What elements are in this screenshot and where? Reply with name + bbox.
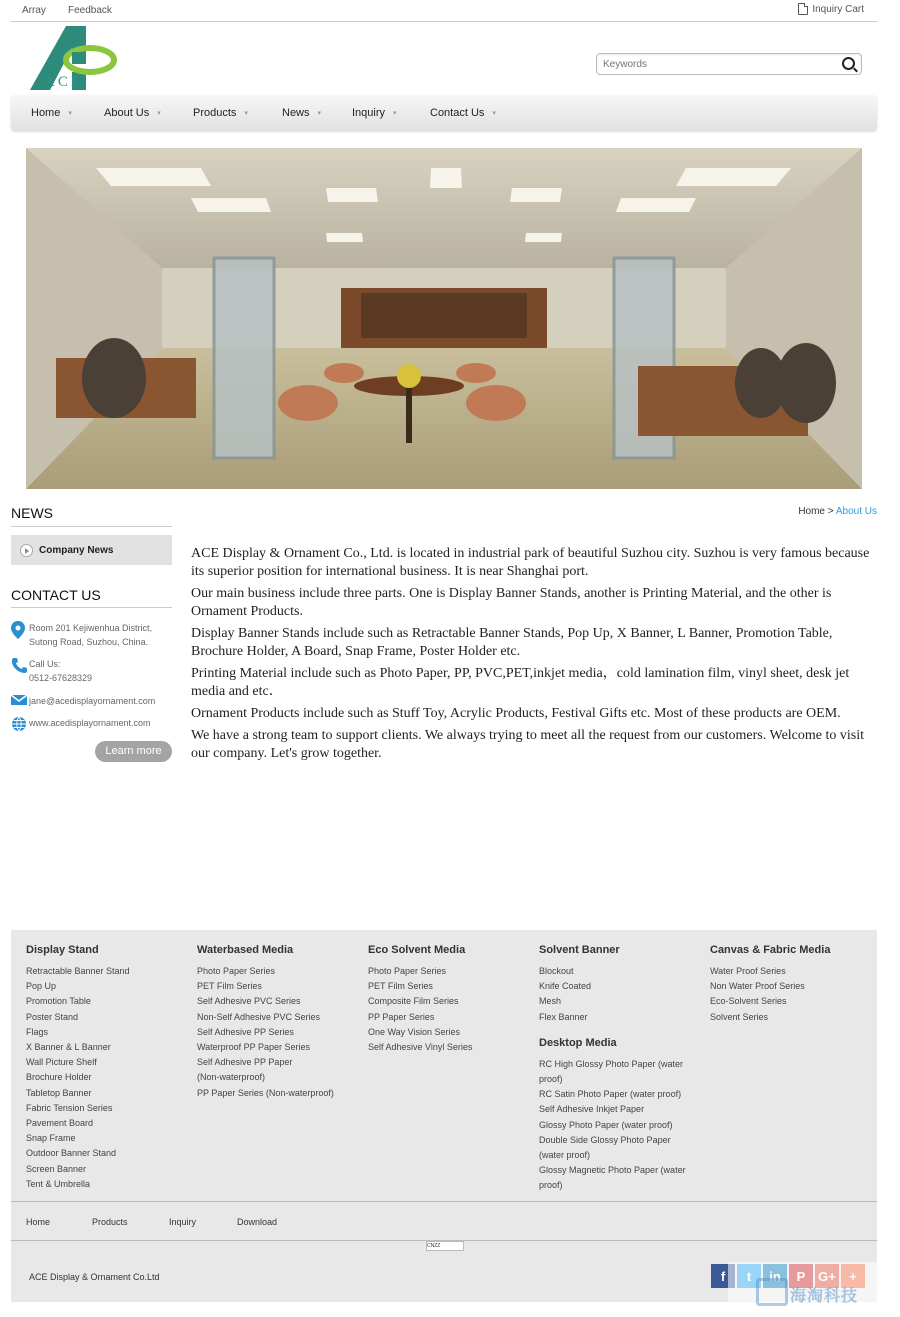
footer-link[interactable]: Self Adhesive PP Series [197,1026,294,1037]
email-link[interactable]: jane@acedisplayornament.com [29,696,156,706]
chevron-down-icon: ▾ [317,110,322,117]
footer-nav-download[interactable]: Download [237,1217,278,1227]
footer-link[interactable]: Photo Paper Series [197,966,276,976]
footer-link[interactable]: Tent & Umbrella [26,1178,91,1189]
content-paragraph: ACE Display & Ornament Co., Ltd. is located in industrial park of beautiful Suzhou city. Suzhou is very famous because its superior position for international business. It is near Shanghai port. [191,546,870,579]
chevron-down-icon: ▾ [393,110,397,117]
website-row [11,716,151,734]
footer-link[interactable]: Composite Film Series [368,996,459,1007]
cnzz-label: CNZZ [427,1243,441,1249]
content-paragraph: We have a strong team to support clients. We always trying to meet all the request from our customers. Welcome to visit our company. Let's grow together. [191,728,864,761]
footer [11,930,877,1302]
footer-link[interactable]: Self Adhesive PVC Series [197,996,301,1007]
nav-label: About Us [104,107,150,119]
footer-link[interactable]: Self Adhesive PP Paper (Non-waterproof) [197,1057,293,1083]
about-content [191,545,881,767]
footer-link[interactable]: RC High Glossy Photo Paper (water proof) [539,1058,684,1085]
content-paragraph: Ornament Products include such as Stuff Toy, Acrylic Products, Festival Gifts etc. Most of these products are OEM. [191,706,841,721]
footer-link[interactable]: One Way Vision Series [368,1026,461,1037]
search-input[interactable] [597,56,839,74]
nav-label: Home [31,107,61,119]
play-icon [20,544,33,557]
address-text: Room 201 Kejiwenhua District, Sutong Road, Suzhou, China. [29,623,153,647]
footer-col-title: Desktop Media [539,1036,617,1049]
divider [11,526,172,527]
footer-link[interactable]: Self Adhesive Inkjet Paper [539,1104,645,1115]
phone-icon [11,657,29,685]
search-icon[interactable] [842,57,855,70]
watermark-logo-icon [756,1278,788,1306]
cnzz-badge[interactable] [426,1241,464,1251]
footer-link[interactable]: PET Film Series [197,981,262,992]
content-paragraph: Display Banner Stands include such as Retractable Banner Stands, Pop Up, X Banner, L Banner, Promotion Table, Brochure Holder, A Board, Snap Frame, Poster Holder etc. [191,626,833,659]
footer-link[interactable]: Mesh [539,996,562,1007]
footer-col-title: Waterbased Media [197,944,294,956]
footer-link[interactable]: Photo Paper Series [368,966,447,976]
footer-link[interactable]: Knife Coated [539,981,592,992]
website-link[interactable]: www.acedisplayornament.com [29,718,151,728]
call-us-label: Call Us: [29,659,61,669]
footer-link[interactable]: PET Film Series [368,981,433,992]
globe-icon [11,716,29,734]
footer-link[interactable]: Retractable Banner Stand [26,966,130,976]
footer-link[interactable]: Flex Banner [539,1011,588,1022]
facebook-icon[interactable]: f [711,1264,735,1288]
footer-col-title: Canvas & Fabric Media [710,944,831,956]
address-row [11,621,175,649]
chevron-down-icon: ▾ [492,110,496,117]
chevron-down-icon: ▾ [244,110,248,117]
footer-link[interactable]: Poster Stand [26,1011,79,1022]
footer-link[interactable]: Wall Picture Shelf [26,1057,97,1068]
location-pin-icon [11,621,29,649]
breadcrumb-home[interactable]: Home [798,506,825,517]
footer-col-canvas [710,944,862,1025]
footer-link[interactable]: Snap Frame [26,1133,76,1144]
footer-col-display-stand [26,944,178,1192]
footer-link[interactable]: Screen Banner [26,1163,87,1174]
footer-link[interactable]: Pavement Board [26,1118,94,1129]
logo-text: ACE [44,74,83,90]
footer-col-waterbased [197,944,349,1101]
footer-link[interactable]: PP Paper Series [368,1011,435,1022]
divider [11,607,172,608]
footer-link[interactable]: Pop Up [26,981,57,992]
news-heading: NEWS [11,505,53,521]
nav-inquiry[interactable] [352,107,397,119]
content-paragraph: Printing Material include such as Photo Paper, PP, PVC,PET,inkjet media，cold lamination film, vinyl sheet, desk jet media and etc． [191,666,850,699]
nav-about-us[interactable] [104,107,161,119]
document-icon [798,3,808,15]
footer-link[interactable]: Waterproof PP Paper Series [197,1042,311,1053]
footer-link[interactable]: Glossy Magnetic Photo Paper (water proof) [539,1165,686,1191]
content-paragraph: Our main business include three parts. One is Display Banner Stands, another is Printing Material, and the other is Ornament Products. [191,586,832,619]
footer-col-solvent-banner [539,944,691,1194]
nav-label: News [282,107,310,119]
footer-link[interactable]: PP Paper Series (Non-waterproof) [197,1087,334,1098]
phone-row [11,657,175,685]
contact-heading: CONTACT US [11,587,101,603]
footer-nav-home[interactable]: Home [26,1217,51,1227]
company-news-link[interactable] [11,535,172,565]
footer-nav-inquiry[interactable]: Inquiry [169,1217,197,1227]
company-news-label: Company News [39,544,114,556]
top-link-array[interactable]: Array [22,5,46,16]
inquiry-cart-label: Inquiry Cart [812,3,864,15]
email-row [11,694,155,708]
copyright: ACE Display & Ornament Co.Ltd [29,1272,160,1282]
footer-link[interactable]: RC Satin Photo Paper (water proof) [539,1089,682,1100]
nav-home[interactable] [31,107,72,119]
search-box [596,53,862,75]
top-link-feedback[interactable]: Feedback [68,5,112,16]
footer-col-title: Solvent Banner [539,944,620,956]
inquiry-cart-link[interactable] [798,3,864,15]
footer-link[interactable]: Blockout [539,966,574,976]
footer-link[interactable]: Promotion Table [26,996,91,1007]
footer-link[interactable]: Double Side Glossy Photo Paper (water proof) [539,1134,671,1161]
footer-link[interactable]: Glossy Photo Paper (water proof) [539,1119,673,1130]
learn-more-button[interactable]: Learn more [95,741,172,762]
footer-link[interactable]: X Banner & L Banner [26,1042,111,1053]
main-nav [11,95,877,131]
watermark-text: 海淘科技 [790,1288,859,1305]
mail-icon [11,694,29,708]
breadcrumb-current: About Us [835,506,877,517]
footer-link[interactable]: Tabletop Banner [26,1087,92,1098]
chevron-down-icon: ▾ [157,110,161,117]
footer-nav-products[interactable]: Products [92,1217,128,1227]
nav-label: Products [193,107,237,119]
footer-link[interactable]: Non Water Proof Series [710,981,805,992]
chevron-down-icon: ▾ [68,110,72,117]
top-bar [11,0,877,22]
footer-link[interactable]: Non-Self Adhesive PVC Series [197,1011,321,1022]
footer-link[interactable]: Flags [26,1026,49,1037]
footer-link[interactable]: Eco-Solvent Series [710,996,787,1007]
nav-news[interactable] [282,107,321,119]
footer-link[interactable]: Water Proof Series [710,966,786,976]
breadcrumb-separator: > [825,506,836,517]
phone-number: 0512-67628329 [29,673,93,683]
footer-link[interactable]: Fabric Tension Series [26,1102,113,1113]
footer-link[interactable]: Solvent Series [710,1011,769,1022]
footer-col-title: Eco Solvent Media [368,944,466,956]
nav-contact-us[interactable] [430,107,496,119]
nav-products[interactable] [193,107,248,119]
banner-image [26,148,862,489]
breadcrumb [798,506,877,517]
phone-block [29,657,92,685]
nav-label: Contact Us [430,107,485,119]
nav-label: Inquiry [352,107,386,119]
divider [11,1201,877,1202]
footer-link[interactable]: Brochure Holder [26,1072,92,1083]
footer-col-eco-solvent [368,944,520,1055]
footer-link[interactable]: Self Adhesive Vinyl Series [368,1042,473,1053]
footer-link[interactable]: Outdoor Banner Stand [26,1148,117,1159]
footer-col-title: Display Stand [26,944,99,956]
